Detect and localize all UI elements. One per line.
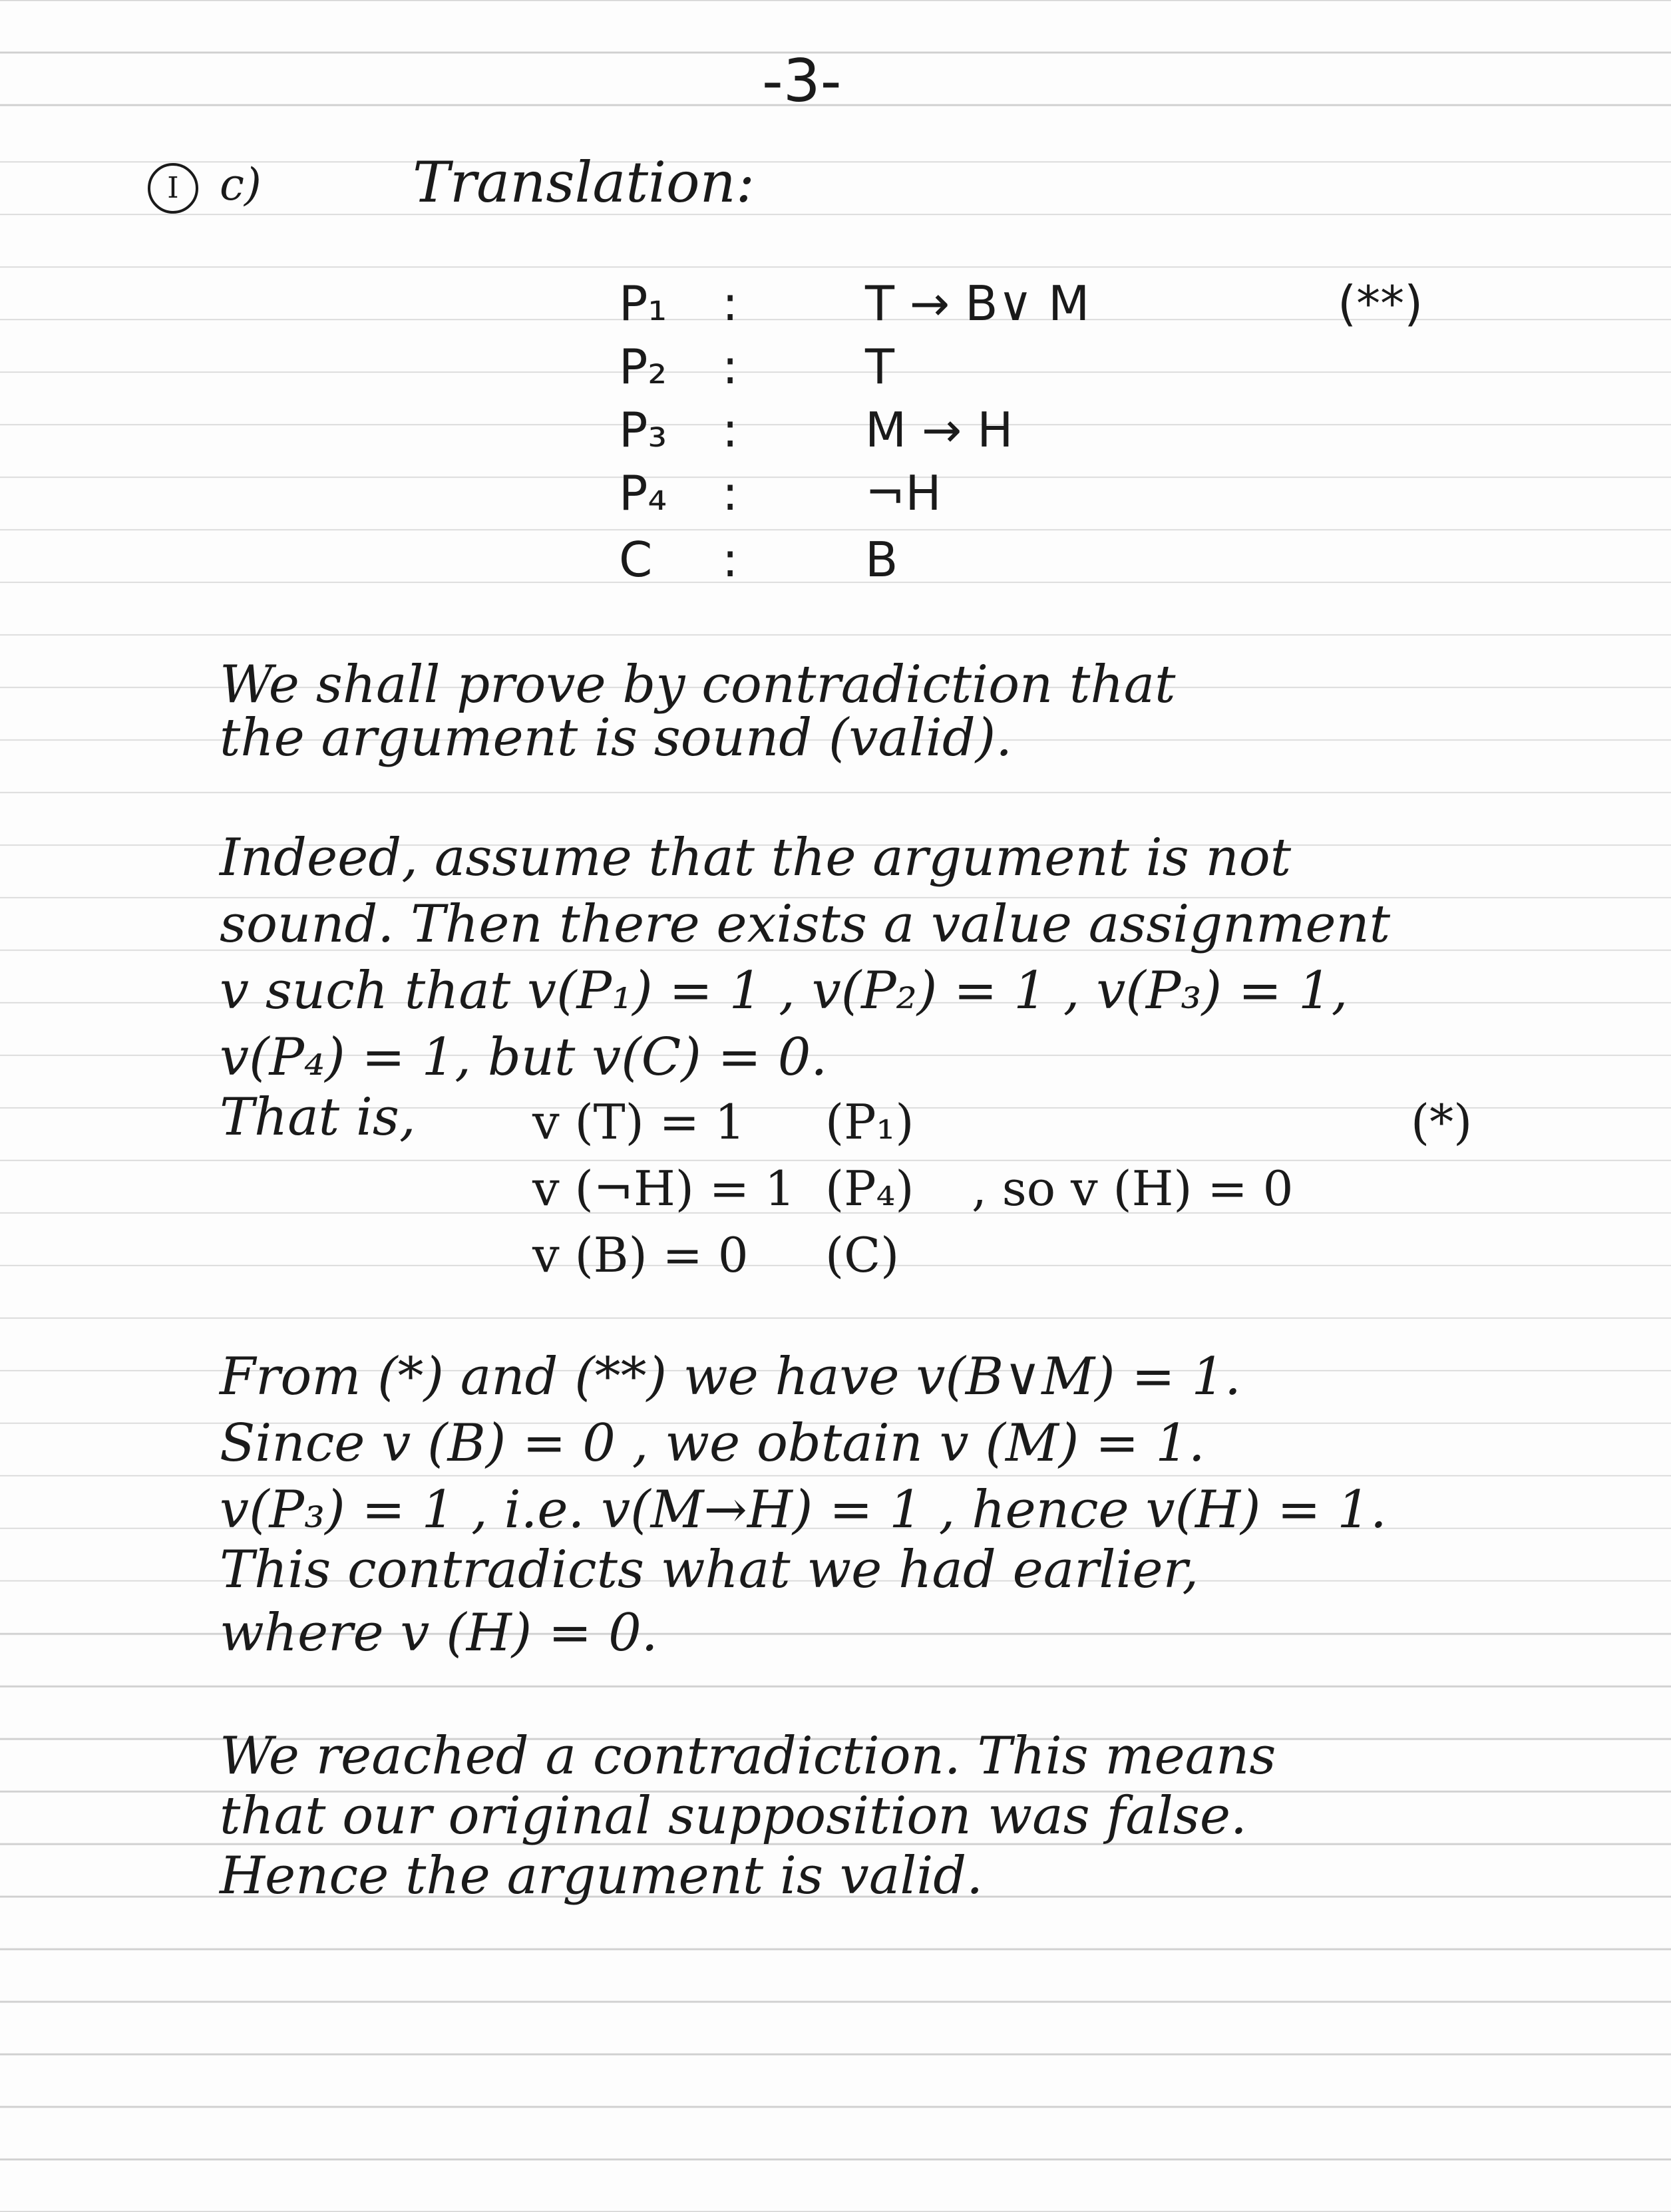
premise-label: P₂	[619, 339, 667, 395]
premise-formula: ¬H	[865, 465, 942, 521]
intro-line: the argument is sound (valid).	[220, 708, 1012, 768]
valuation-source: (P₄)	[825, 1161, 914, 1216]
intro-line: We shall prove by contradiction that	[220, 655, 1176, 715]
derivation-line: v(P₃) = 1 , i.e. v(M→H) = 1 , hence v(H) = 1.	[220, 1480, 1387, 1540]
premise-formula: T → B∨ M	[865, 276, 1090, 331]
valuation-row: v (B) = 0	[532, 1227, 749, 1283]
premise-label: P₃	[619, 402, 667, 458]
conclusion-line: that our original supposition was false.	[220, 1786, 1247, 1846]
premise-formula: M → H	[865, 402, 1014, 458]
assume-line: v(P₄) = 1, but v(C) = 0.	[220, 1027, 828, 1087]
premise-colon: :	[722, 276, 739, 331]
premise-label: P₁	[619, 276, 667, 331]
problem-label: I	[148, 163, 198, 214]
conclusion-label: C	[619, 532, 653, 588]
derivation-line: where v (H) = 0.	[220, 1603, 658, 1663]
assume-line: v such that v(P₁) = 1 , v(P₂) = 1 , v(P₃) = 1,	[220, 961, 1348, 1021]
valuation-row: v (T) = 1	[532, 1094, 745, 1150]
premise-label: P₄	[619, 465, 667, 521]
premise-tag: (**)	[1338, 276, 1423, 331]
premise-colon: :	[722, 402, 739, 458]
premise-colon: :	[722, 465, 739, 521]
derivation-line: Since v (B) = 0 , we obtain v (M) = 1.	[220, 1413, 1205, 1473]
valuation-row: v (¬H) = 1	[532, 1161, 795, 1216]
that-is-label: That is,	[220, 1087, 416, 1147]
conclusion-line: We reached a contradiction. This means	[220, 1726, 1276, 1786]
part-label: c)	[220, 159, 262, 210]
valuation-extra: , so v (H) = 0	[972, 1161, 1294, 1216]
derivation-line: From (*) and (**) we have v(B∨M) = 1.	[220, 1347, 1241, 1407]
premise-colon: :	[722, 339, 739, 395]
assume-line: sound. Then there exists a value assignment	[220, 894, 1391, 954]
valuation-source: (P₁)	[825, 1094, 914, 1150]
conclusion-line: Hence the argument is valid.	[220, 1846, 983, 1906]
section-heading: Translation:	[413, 150, 755, 215]
premise-formula: T	[865, 339, 894, 395]
assume-line: Indeed, assume that the argument is not	[220, 828, 1292, 888]
valuation-source: (C)	[825, 1227, 900, 1283]
derivation-line: This contradicts what we had earlier,	[220, 1540, 1199, 1600]
page-number: -3-	[762, 47, 842, 115]
star-tag: (*)	[1411, 1094, 1473, 1150]
premise-colon: :	[722, 532, 739, 588]
conclusion-formula: B	[865, 532, 898, 588]
